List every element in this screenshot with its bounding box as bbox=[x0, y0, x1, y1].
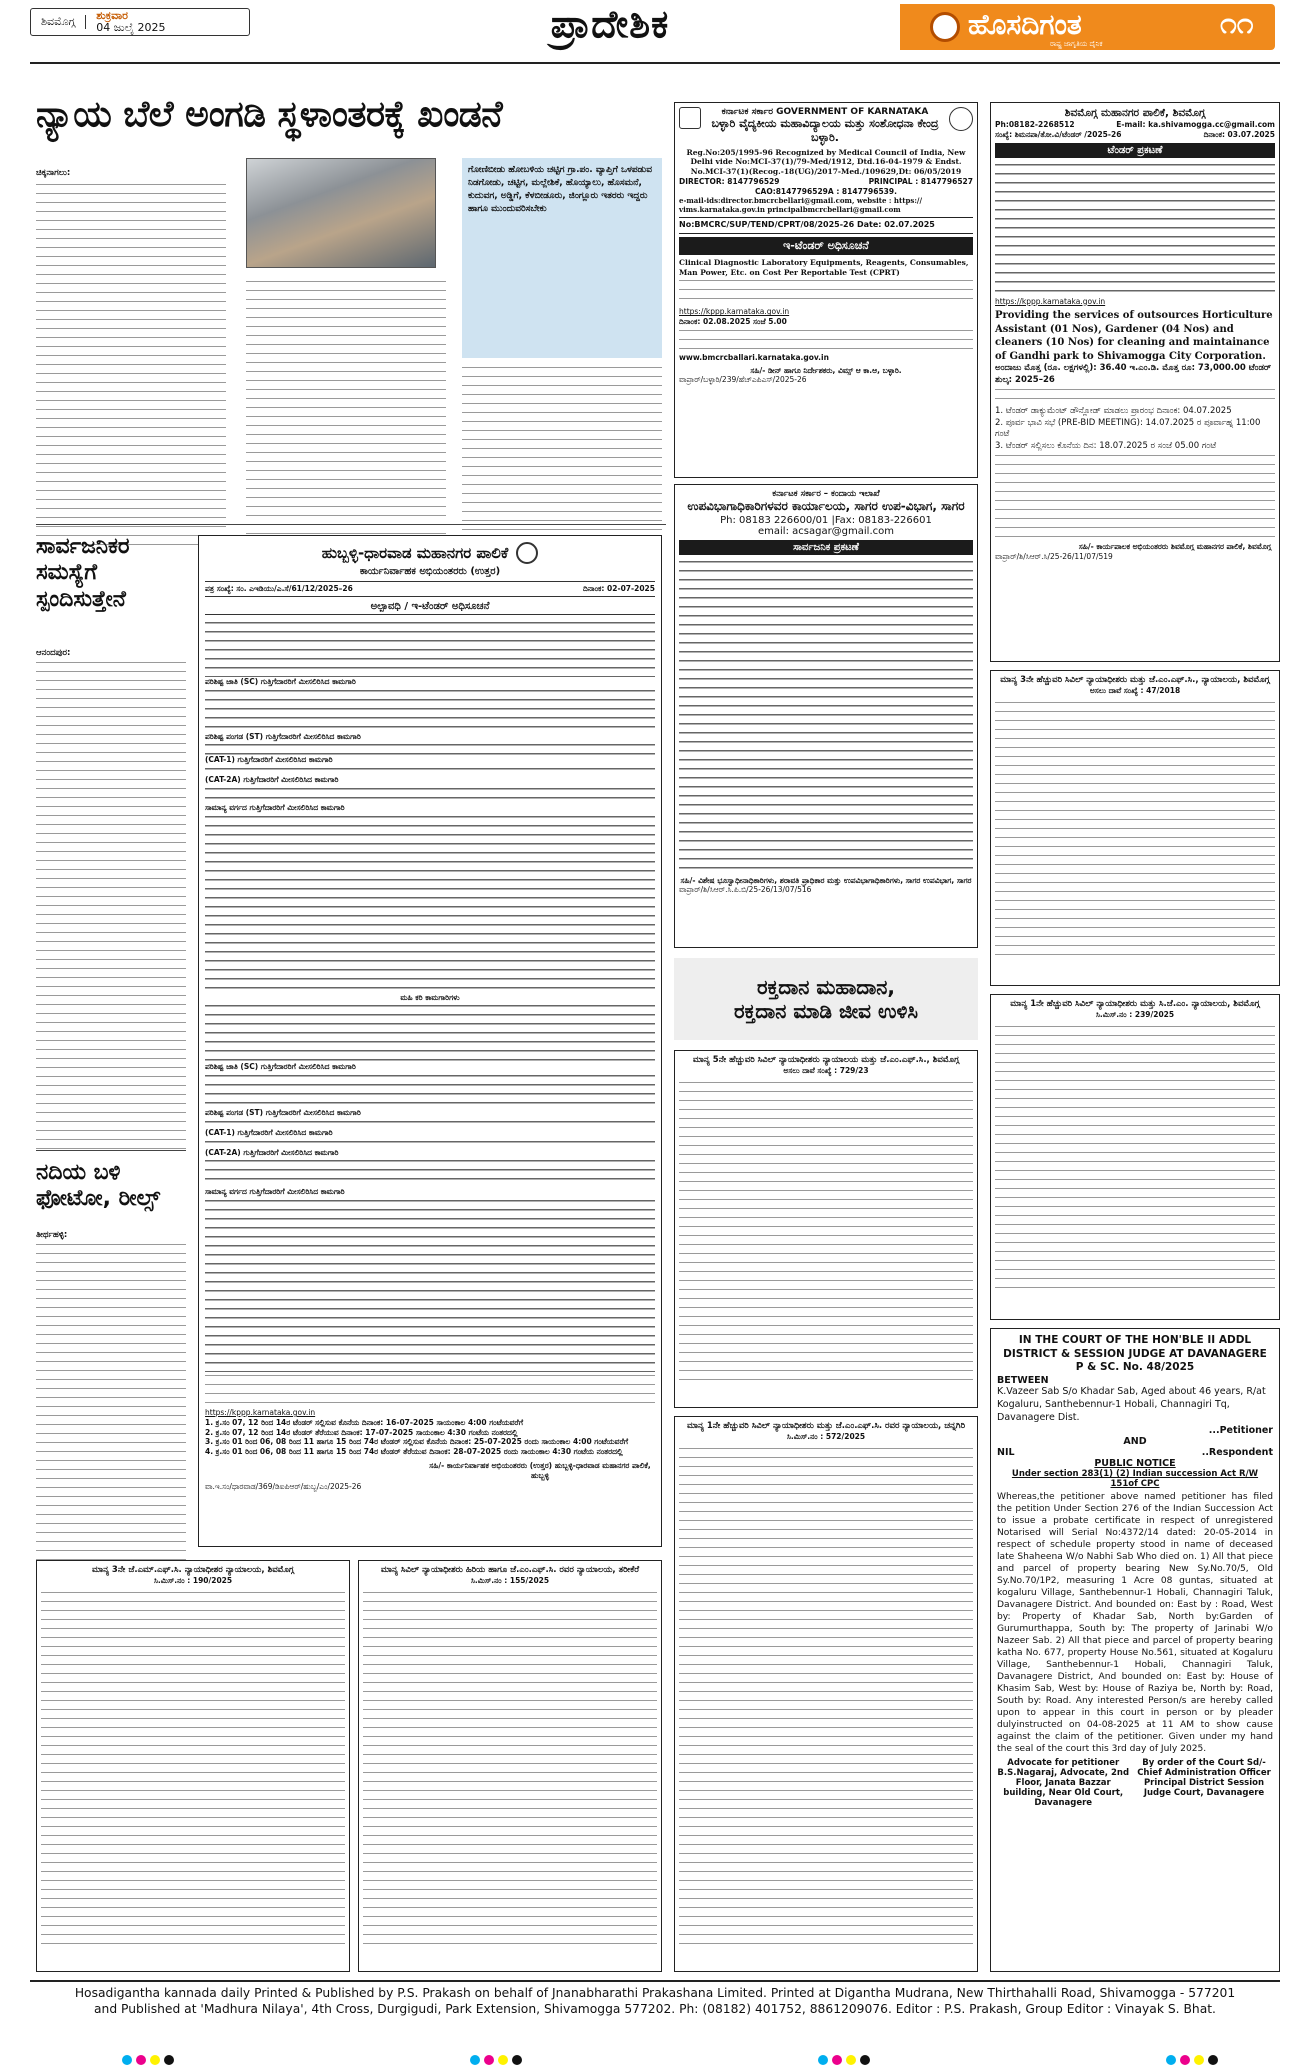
bellary-sign: ಸಹಿ/- ಡೀನ್ ಹಾಗೂ ನಿರ್ದೇಶಕರು, ವಿಮ್ಸ್ ಆ ಕಾ.ಆ, ಬಳ್ಳಾರಿ. bbox=[750, 365, 902, 375]
corp-ref-footer: ವಾಪ್ರಾರ್/ಶಿ/ಸಿಆರ್.ಸಿ/25-26/11/07/519 bbox=[995, 551, 1113, 561]
bellary-ref: ವಾಪ್ರಾರ್/ಬಳ್ಳಾರಿ/239/ಹೆಚ್ಎಪಿಎಸ್/2025-26 bbox=[679, 375, 807, 385]
court-notice-case: ಅಸಲು ದಾವೆ ಸಂಖ್ಯೆ : 729/23 bbox=[783, 1066, 869, 1076]
karnataka-emblem-icon bbox=[679, 107, 701, 129]
side-story-2-dateline: ತೀರ್ಥಹಳ್ಳಿ: bbox=[36, 1230, 68, 1240]
sagar-notice-title: ಸಾರ್ವಜನಿಕ ಪ್ರಕಟಣೆ bbox=[679, 540, 973, 555]
hubballi-tender-ad bbox=[198, 535, 662, 1547]
corp-notice-title: ಟೆಂಡರ್ ಪ್ರಕಟಣೆ bbox=[995, 143, 1275, 158]
hubballi-sec-sc: ಪರಿಶಿಷ್ಟ ಜಾತಿ (SC) ಗುತ್ತಿಗೆದಾರರಿಗೆ ಮೀಸಲಿರಿಸಿದ ಕಾಮಗಾರಿ bbox=[205, 676, 356, 686]
dav-title: IN THE COURT OF THE HON'BLE II ADDL DISTRICT & SESSION JUDGE AT DAVANAGERE bbox=[1003, 1334, 1267, 1360]
corp-portal[interactable]: https://kppp.karnataka.gov.in bbox=[995, 296, 1106, 306]
lead-body-col3 bbox=[462, 364, 662, 540]
court-notice-title: ಮಾನ್ಯ 5ನೇ ಹೆಚ್ಚುವರಿ ಸಿವಿಲ್ ನ್ಯಾಯಾಧೀಶರು ನ್ಯಾಯಾಲಯ ಮತ್ತು ಜೆ.ಎಂ.ಎಫ್.ಸಿ., ಶಿವಮೊಗ್ಗ bbox=[692, 1055, 960, 1065]
court-notice-3rd-jmfc-shivamogga bbox=[36, 1560, 350, 1972]
sagar-notice-ad bbox=[674, 484, 978, 948]
side-story-2-body bbox=[36, 1222, 186, 1552]
brand-block bbox=[900, 4, 1275, 50]
sagar-email: email: acsagar@gmail.com bbox=[758, 525, 894, 537]
sagar-sign: ಸಹಿ/- ವಿಶೇಷ ಭೂಸ್ವಾಧೀನಾಧಿಕಾರಿಗಳು, ಶರಾವತಿ ಪ್ರಾಧಿಕಾರ ಮತ್ತು ಉಪವಿಭಾಗಾಧಿಕಾರಿಗಳು, ಸಾಗರ ಉಪವಿಭಾಗ, ಸಾಗರ bbox=[680, 875, 972, 885]
lead-dateline: ಚಿಕ್ಕನಾಗಲು: bbox=[36, 168, 71, 178]
court-notice-title: ಮಾನ್ಯ 3ನೇ ಹೆಚ್ಚುವರಿ ಸಿವಿಲ್ ನ್ಯಾಯಾಧೀಶರು ಮತ್ತು ಜೆ.ಎಂ.ಎಫ್.ಸಿ., ನ್ಯಾಯಾಲಯ, ಶಿವಮೊಗ್ಗ bbox=[1000, 675, 1270, 685]
corp-schedule-1: 1. ಟೆಂಡರ್ ಡಾಕ್ಯುಮೆಂಟ್ ಡೌನ್ಲೋಡ್ ಮಾಡಲು ಪ್ರಾರಂಭ ದಿನಾಂಕ: 04.07.2025 bbox=[995, 406, 1232, 417]
hubballi-title: ಹುಬ್ಬಳ್ಳಿ-ಧಾರವಾಡ ಮಹಾನಗರ ಪಾಲಿಕೆ bbox=[321, 544, 509, 562]
hubballi-sec-st: ಪರಿಶಿಷ್ಟ ಪಂಗಡ (ST) ಗುತ್ತಿಗೆದಾರರಿಗೆ ಮೀಸಲಿರಿಸಿದ ಕಾಮಗಾರಿ bbox=[205, 731, 361, 741]
hubballi-sec-cat1: (CAT-1) ಗುತ್ತಿಗೆದಾರರಿಗೆ ಮೀಸಲಿರಿಸಿದ ಕಾಮಗಾರಿ bbox=[205, 755, 333, 765]
sagar-phone: Ph: 08183 226600/01 |Fax: 08183-226601 bbox=[720, 514, 932, 526]
section-title: ಪ್ರಾದೇಶಿಕ bbox=[550, 2, 670, 46]
masthead-rule bbox=[30, 62, 1280, 64]
court-notice-5th-addl-shivamogga bbox=[674, 1050, 978, 1408]
bellary-tender-no: No:BMCRC/SUP/TEND/CPRT/08/2025-26 Date: 02.07.2025 bbox=[679, 217, 973, 233]
corp-title: ಶಿವಮೊಗ್ಗ ಮಹಾನಗರ ಪಾಲಿಕೆ, ಶಿವಮೊಗ್ಗ bbox=[1064, 107, 1206, 119]
court-notice-case: ಸಿ.ಮಿಸ್.ನಂ : 155/2025 bbox=[470, 1576, 550, 1586]
brand-name: ಹೊಸದಿಗಂತ bbox=[968, 8, 1082, 41]
page-number: ೧೧ bbox=[1220, 6, 1254, 41]
corp-schedule-3: 3. ಟೆಂಡರ್ ಸಲ್ಲಿಸಲು ಕೊನೆಯ ದಿನ: 18.07.2025 ರ ಸಂಜೆ 05.00 ಗಂಟೆ bbox=[995, 440, 1217, 451]
masthead bbox=[0, 0, 1310, 60]
hubballi-deadline-3: 3. ಕ್ರ.ಸಂ 01 ರಿಂದ 06, 08 ರಿಂದ 11 ಹಾಗೂ 15 ರಿಂದ 74ರ ಟೆಂಡರ್ ಸಲ್ಲಿಸುವ ಕೊನೆಯ ದಿನಾಂಕ: 25-07-2025 ರಂದು ಸಾಯಂಕಾಲ 4:00 ಗಂಟೆಯವರೆಗೆ bbox=[205, 1437, 629, 1447]
lead-photo-caption-box bbox=[462, 158, 662, 358]
lead-body-col2 bbox=[246, 278, 446, 540]
masthead-day: ಶುಕ್ರವಾರ bbox=[96, 8, 128, 22]
bellary-principal: PRINCIPAL : 8147796527 bbox=[868, 176, 973, 186]
dav-case: P & SC. No. 48/2025 bbox=[1075, 1361, 1195, 1374]
sagar-gov-line: ಕರ್ನಾಟಕ ಸರ್ಕಾರ – ಕಂದಾಯ ಇಲಾಖೆ bbox=[772, 489, 880, 499]
corp-email: E-mail: ka.shivamogga.cc@gmail.com bbox=[1116, 120, 1275, 129]
corp-item-1: Providing the services of outsources Horticulture Assistant (01 Nos), Gardener (04 Nos) and cleaners (10 Nos) for cleaning and maintainance of Gandhi park to Shivamogga City Corporation. bbox=[995, 310, 1273, 362]
hubballi-deadline-1: 1. ಕ್ರ.ಸಂ 07, 12 ರಿಂದ 14ರ ಟೆಂಡರ್ ಸಲ್ಲಿಸುವ ಕೊನೆಯ ದಿನಾಂಕ: 16-07-2025 ಸಾಯಂಕಾಲ 4:00 ಗಂಟೆಯವರೆಗೆ bbox=[205, 1417, 524, 1427]
brand-tagline: ರಾಷ್ಟ್ರ ಜಾಗೃತಿಯ ದೈನಿಕ bbox=[1050, 40, 1103, 48]
court-notice-case: ಸಿ.ಮಿಸ್.ನಂ : 572/2025 bbox=[786, 1432, 866, 1442]
dav-petitioner: K.Vazeer Sab S/o Khadar Sab, Aged about 46 years, R/at Kogaluru, Santhebennur-1 Hobali, Channagiri Tq, Davanagere Dist. bbox=[997, 1386, 1266, 1423]
corp-date: ದಿನಾಂಕ: 03.07.2025 bbox=[1203, 129, 1275, 139]
lead-photo bbox=[246, 158, 436, 268]
hubballi-ref: ಪತ್ರ ಸಂಖ್ಯೆ: ಸಂ. ಎಇಡಿಯು/ಎ.ಸೆ/61/12/2025–26 bbox=[205, 584, 353, 593]
bellary-site[interactable]: www.bmcrcballari.karnataka.gov.in bbox=[679, 352, 829, 362]
blood-line-2: ರಕ್ತದಾನ ಮಾಡಿ ಜೀವ ಉಳಿಸಿ bbox=[733, 999, 919, 1023]
court-notice-title: ಮಾನ್ಯ ಸಿವಿಲ್ ನ್ಯಾಯಾಧೀಶರು ಹಿರಿಯ ಹಾಗೂ ಜೆ.ಎಂ.ಎಫ್.ಸಿ. ರವರ ನ್ಯಾಯಾಲಯ, ತರೀಕೆರೆ bbox=[380, 1565, 640, 1575]
court-notice-tarikere bbox=[358, 1560, 662, 1972]
dav-body: Whereas,the petitioner above named petitioner has filed the petition Under Section 276 of the Indian Succession Act to issue a probate certificate in respect of unregistered Notarised will Serial No:4372/14 dated: 20-05-2014 in respect of schedule property stood in name of deceased late Shaheena W/o Nabhi Sab Who died on. 1) All that piece and parcel of property bearing New Sy.No.70/5, Old Sy.No.70/1P2, measuring 1 Acre 08 guntas, situated at kogaluru Village, Santhebennur-1 Hobali, Channagiri Taluk, Davanagere District. And bounded on: East by : Road, West by: Property of Khadar Sab, North by:Garden of Gurumurthappa, South by: The property of Jarinabi W/o Nazeer Sab. 2) All that piece and parcel of property bearing katha No. 677, property House No.561, situated at Kogaluru Village, Santhebennur-1 Hobali, Channagiri Taluk, Davanagere District, And bounded on: East by: House of Khasim Sab, West by: House of Raziya be, North by: Road, South by: Road. Any interested Person/s are hereby called upon to appear in this court in person or by pleader dulyinstructed on 04-08-2025 at 11 AM to show cause against the claim of the petitioner. Given under my hand the seal of the court this 3rd day of July 2025. bbox=[997, 1491, 1273, 1754]
bellary-cao: CAO:8147796529A : 8147796539. bbox=[755, 186, 897, 196]
corp-sign: ಸಹಿ/- ಕಾರ್ಯಪಾಲಕ ಅಭಿಯಂತರರು ಶಿವಮೊಗ್ಗ ಮಹಾನಗರ ಪಾಲಿಕೆ, ಶಿವಮೊಗ್ಗ bbox=[1078, 542, 1272, 552]
brand-logo-icon bbox=[930, 12, 960, 42]
side-story-1-body bbox=[36, 640, 186, 1140]
hubballi-deadline-2: 2. ಕ್ರ.ಸಂ 07, 12 ರಿಂದ 14ರ ಟೆಂಡರ್ ತೆರೆಯುವ ದಿನಾಂಕ: 17-07-2025 ಸಾಯಂಕಾಲ 4:30 ಗಂಟೆಯ ನಂತರದಲ್ಲಿ bbox=[205, 1427, 518, 1437]
hubballi-sec-sc-2: ಪರಿಶಿಷ್ಟ ಜಾತಿ (SC) ಗುತ್ತಿಗೆದಾರರಿಗೆ ಮೀಸಲಿರಿಸಿದ ಕಾಮಗಾರಿ bbox=[205, 1062, 356, 1072]
bellary-deadline-date: ದಿನಾಂಕ: 02.08.2025 bbox=[679, 317, 751, 327]
hubballi-sec-gen-2: ಸಾಮಾನ್ಯ ವರ್ಗದ ಗುತ್ತಿಗೆದಾರರಿಗೆ ಮೀಸಲಿರಿಸಿದ ಕಾಮಗಾರಿ bbox=[205, 1187, 345, 1197]
imprint-line-1: Hosadigantha kannada daily Printed & Published by P.S. Prakash on behalf of Jnanabharathi Prakashana Limited. Printed at Digantha Mudrana, New Thirthahalli Road, Shivamogga - 577201 bbox=[74, 1986, 1236, 2000]
footer-rule bbox=[30, 1980, 1280, 1982]
lead-photo-caption: ಗೋಣಿಬೀಡು ಹೋಬಳಿಯ ಚಟ್ಟಿಗ ಗ್ರಾ.ಪಂ. ವ್ಯಾಪ್ತಿಗೆ ಒಳಪಡುವ ನಿಡಗೋಡು, ಚಟ್ಟಿಗ, ಮಲ್ಲೇಶಿಕೆ, ಹೊಯ್ಯಾಲು, ಹೊಸಮನೆ, ಕುದುವಗ, ಅಡ್ಡಿಗೆ, ಕೆಳಬೀಡೂರು, ಜಿಂಗ್ಲೂರು ಇತರರು ಇದ್ದರು ಹಾಗೂ ಮುಂದುವರಿಸಬೇಕು bbox=[468, 165, 653, 215]
bellary-portal[interactable]: https://kppp.karnataka.gov.in bbox=[679, 307, 790, 317]
court-notice-1st-addl-shivamogga bbox=[990, 994, 1280, 1320]
side-story-2-headline: ನದಿಯ ಬಳಿ ಫೋಟೋ, ರೀಲ್ಸ್ bbox=[36, 1160, 161, 1212]
lead-body-col1 bbox=[36, 160, 226, 540]
masthead-city: ಶಿವಮೊಗ್ಗ bbox=[31, 15, 86, 29]
hubballi-sign: ಸಹಿ/- ಕಾರ್ಯನಿರ್ವಾಹಕ ಅಭಿಯಂತರರು (ಉತ್ತರ) ಹುಬ್ಬಳ್ಳಿ-ಧಾರವಾಡ ಮಹಾನಗರ ಪಾಲಿಕೆ, ಹುಬ್ಬಳ್ಳಿ bbox=[429, 1460, 651, 1480]
masthead-date: 04 ಜುಲೈ 2025 bbox=[96, 21, 166, 34]
bellary-tender-ad bbox=[674, 102, 978, 478]
court-notice-title: ಮಾನ್ಯ 1ನೇ ಹೆಚ್ಚುವರಿ ಸಿವಿಲ್ ನ್ಯಾಯಾಧೀಶರು ಮತ್ತು ಜೆ.ಎಂ.ಎಫ್.ಸಿ. ರವರ ನ್ಯಾಯಾಲಯ, ಚನ್ನಗಿರಿ bbox=[686, 1421, 966, 1431]
court-notice-title: ಮಾನ್ಯ 3ನೇ ಜೆ.ಎಮ್.ಎಫ್.ಸಿ. ನ್ಯಾಯಾಧೀಶರ ನ್ಯಾಯಾಲಯ, ಶಿವಮೊಗ್ಗ bbox=[91, 1565, 294, 1575]
cmyk-dots-icon bbox=[120, 2050, 176, 2062]
lead-headline: ನ್ಯಾಯ ಬೆಲೆ ಅಂಗಡಿ ಸ್ಥಳಾಂತರಕ್ಕೆ ಖಂಡನೆ bbox=[36, 94, 503, 135]
dav-petitioner-role: ...Petitioner bbox=[1208, 1424, 1273, 1436]
dav-nil: NIL bbox=[997, 1446, 1015, 1458]
corp-phone: Ph:08182-2268512 bbox=[995, 120, 1075, 129]
side-story-1-headline: ಸಾರ್ವಜನಿಕರ ಸಮಸ್ಯೆಗೆ ಸ್ಪಂದಿಸುತ್ತೇನೆ bbox=[36, 534, 130, 612]
corp-schedule-2: 2. ಪೂರ್ವ ಭಾವಿ ಸಭೆ (PRE-BID MEETING): 14.07.2025 ರ ಪೂರ್ವಾಹ್ನ 11:00 ಗಂಟೆ bbox=[995, 417, 1261, 440]
sagar-office: ಉಪವಿಭಾಗಾಧಿಕಾರಿಗಳವರ ಕಾರ್ಯಾಲಯ, ಸಾಗರ ಉಪ-ವಿಭಾಗ, ಸಾಗರ bbox=[687, 499, 965, 513]
cmyk-dots-icon bbox=[816, 2050, 872, 2062]
corp-amount: ಅಂದಾಜು ಮೊತ್ತ (ರೂ. ಲಕ್ಷಗಳಲ್ಲಿ): 36.40 bbox=[995, 363, 1127, 374]
court-notice-3rd-addl-shivamogga bbox=[990, 670, 1280, 986]
court-notice-channagiri bbox=[674, 1416, 978, 1972]
hubballi-sec-st-2: ಪರಿಶಿಷ್ಟ ಪಂಗಡ (ST) ಗುತ್ತಿಗೆದಾರರಿಗೆ ಮೀಸಲಿರಿಸಿದ ಕಾಮಗಾರಿ bbox=[205, 1108, 361, 1117]
corp-emd: ಇ.ಎಂ.ಡಿ. ಮೊತ್ತ ರೂ: 73,000.00 bbox=[1129, 363, 1246, 374]
sagar-ref: ವಾಪ್ರಾರ್/ಶಿ/ಸಿಆರ್.ಸಿ.ಪಿ.ಬಿ/25-26/13/07/516 bbox=[679, 885, 812, 895]
imprint bbox=[30, 1986, 1280, 2018]
dav-notice-title: PUBLIC NOTICE bbox=[1094, 1457, 1176, 1469]
court-davanagere-notice bbox=[990, 1328, 1280, 1972]
bmcrc-logo-icon bbox=[949, 107, 973, 131]
dav-advocate: Advocate for petitioner B.S.Nagaraj, Advocate, 2nd Floor, Janata Bazzar building, Near Old Court, Davanagere bbox=[997, 1757, 1130, 1808]
hubballi-sec-labour: ಮಹಿ ಕರಿ ಕಾಮಗಾರಿಗಳು bbox=[400, 992, 460, 1002]
dav-section: Under section 283(1) (2) Indian succession Act R/W 151of CPC bbox=[1011, 1468, 1259, 1489]
blood-donation-ad bbox=[674, 958, 978, 1040]
bellary-reg: Reg.No:205/1995-96 Recognized by Medical Council of India, New Delhi vide No:MCI-37(1)/79-Med/1912, Dtd.16-04-1979 & Endst. No.MCI-37(1)(Recog.-18(UG)/2017-Med./109629,Dt: 06/05/2019 bbox=[686, 147, 966, 176]
hubballi-sec-cat2a-2: (CAT-2A) ಗುತ್ತಿಗೆದಾರರಿಗೆ ಮೀಸಲಿರಿಸಿದ ಕಾಮಗಾರಿ bbox=[205, 1147, 339, 1157]
hubballi-deadline-4: 4. ಕ್ರ.ಸಂ 01 ರಿಂದ 06, 08 ರಿಂದ 11 ಹಾಗೂ 15 ರಿಂದ 74ರ ಟೆಂಡರ್ ತೆರೆಯುವ ದಿನಾಂಕ: 28-07-2025 ರಂದು ಸಾಯಂಕಾಲ 4:30 ಗಂಟೆಯ ನಂತರದಲ್ಲಿ bbox=[205, 1447, 623, 1456]
hubballi-notice-title: ಅಲ್ಪಾವಧಿ / ಇ-ಟೆಂಡರ್ ಅಧಿಸೂಚನೆ bbox=[205, 601, 655, 615]
dav-respondent-role: ..Respondent bbox=[1201, 1446, 1273, 1458]
hubballi-sec-gen: ಸಾಮಾನ್ಯ ವರ್ಗದ ಗುತ್ತಿಗೆದಾರರಿಗೆ ಮೀಸಲಿರಿಸಿದ ಕಾಮಗಾರಿ bbox=[205, 802, 345, 812]
blood-line-1: ರಕ್ತದಾನ ಮಹಾದಾನ, bbox=[757, 975, 895, 999]
corp-ref: ಸಂಖ್ಯೆ: ಶಿಮನಪಾ/ತೋ.ವಿ/ಟೆಂಡರ್ /2025-26 bbox=[995, 129, 1122, 139]
hubballi-ref-footer: ವಾ.ಇ.ಸಂ/ಧಾರವಾಡ/369/ಡಿಐಪಿಆರ್/ಹುಬ್ಬ/ಎಂ/2025-26 bbox=[205, 1482, 362, 1492]
masthead-left-box bbox=[30, 8, 250, 36]
hubballi-sec-cat1-2: (CAT-1) ಗುತ್ತಿಗೆದಾರರಿಗೆ ಮೀಸಲಿರಿಸಿದ ಕಾಮಗಾರಿ bbox=[205, 1127, 333, 1137]
registration-marks bbox=[120, 2050, 1220, 2062]
court-notice-case: ಸಿ.ಮಿಸ್.ನಂ : 190/2025 bbox=[153, 1576, 233, 1586]
bellary-deadline-time: ಸಂಜೆ 5.00 bbox=[753, 317, 787, 327]
cmyk-dots-icon bbox=[1164, 2050, 1220, 2062]
hubballi-date: ದಿನಾಂಕ: 02-07-2025 bbox=[583, 584, 655, 593]
bellary-gov-line: ಕರ್ನಾಟಕ ಸರ್ಕಾರ GOVERNMENT OF KARNATAKA bbox=[721, 107, 929, 117]
hubballi-subtitle: ಕಾರ್ಯನಿರ್ವಾಹಕ ಅಭಿಯಂತರರು (ಉತ್ತರ) bbox=[359, 566, 501, 577]
dav-and: AND bbox=[1123, 1435, 1147, 1447]
court-notice-case: ಸಿ.ಮಿಸ್.ನಂ : 239/2025 bbox=[1095, 1010, 1175, 1020]
imprint-line-2: and Published at 'Madhura Nilaya', 4th Cross, Durgigudi, Park Extension, Shivamogga 577202. Ph: (08182) 401752, 8861209076. Editor : P.S. Prakash, Group Editor : Vinayak S. Bhat. bbox=[94, 2001, 1216, 2016]
bellary-institute: ಬಳ್ಳಾರಿ ವೈದ್ಯಕೀಯ ಮಹಾವಿದ್ಯಾಲಯ ಮತ್ತು ಸಂಶೋಧನಾ ಕೇಂದ್ರ ಬಳ್ಳಾರಿ. bbox=[711, 117, 939, 144]
dav-between: BETWEEN bbox=[997, 1375, 1049, 1387]
hubballi-emblem-icon bbox=[516, 542, 538, 564]
bellary-director: DIRECTOR: 8147796529 bbox=[679, 176, 780, 186]
bellary-email: e-mail-ids:director.bmcrcbellari@gmail.com, website : https:// vims.karnataka.gov.in principalbmcrcbellari@gmail.com bbox=[679, 196, 923, 215]
hubballi-portal[interactable]: https://kppp.karnataka.gov.in bbox=[205, 1408, 316, 1417]
bellary-notice-title: ಇ-ಟೆಂಡರ್ ಅಧಿಸೂಚನೆ bbox=[679, 237, 973, 255]
corp-fee: ಟೆಂಡರ್ ಶುಲ್ಕ: 2025–26 bbox=[995, 363, 1272, 385]
dav-order: By order of the Court Sd/- Chief Administration Officer Principal District Session Judge Court, Davanagere bbox=[1137, 1757, 1271, 1798]
court-notice-title: ಮಾನ್ಯ 1ನೇ ಹೆಚ್ಚುವರಿ ಸಿವಿಲ್ ನ್ಯಾಯಾಧೀಶರು ಮತ್ತು ಸಿ.ಜೆ.ಎಂ. ನ್ಯಾಯಾಲಯ, ಶಿವಮೊಗ್ಗ bbox=[1010, 999, 1260, 1009]
cmyk-dots-icon bbox=[468, 2050, 524, 2062]
court-notice-case: ಅಸಲು ದಾವೆ ಸಂಖ್ಯೆ : 47/2018 bbox=[1089, 686, 1181, 696]
shivamogga-corp-tender-ad bbox=[990, 102, 1280, 662]
side-story-1-dateline: ಆನಂದಪುರ: bbox=[36, 648, 71, 658]
hubballi-sec-cat2a: (CAT-2A) ಗುತ್ತಿಗೆದಾರರಿಗೆ ಮೀಸಲಿರಿಸಿದ ಕಾಮಗಾರಿ bbox=[205, 775, 339, 784]
bellary-body-intro: Clinical Diagnostic Laboratory Equipments, Reagents, Consumables, Man Power, Etc. on Cost Per Reportable Test (CPRT) bbox=[679, 257, 969, 277]
